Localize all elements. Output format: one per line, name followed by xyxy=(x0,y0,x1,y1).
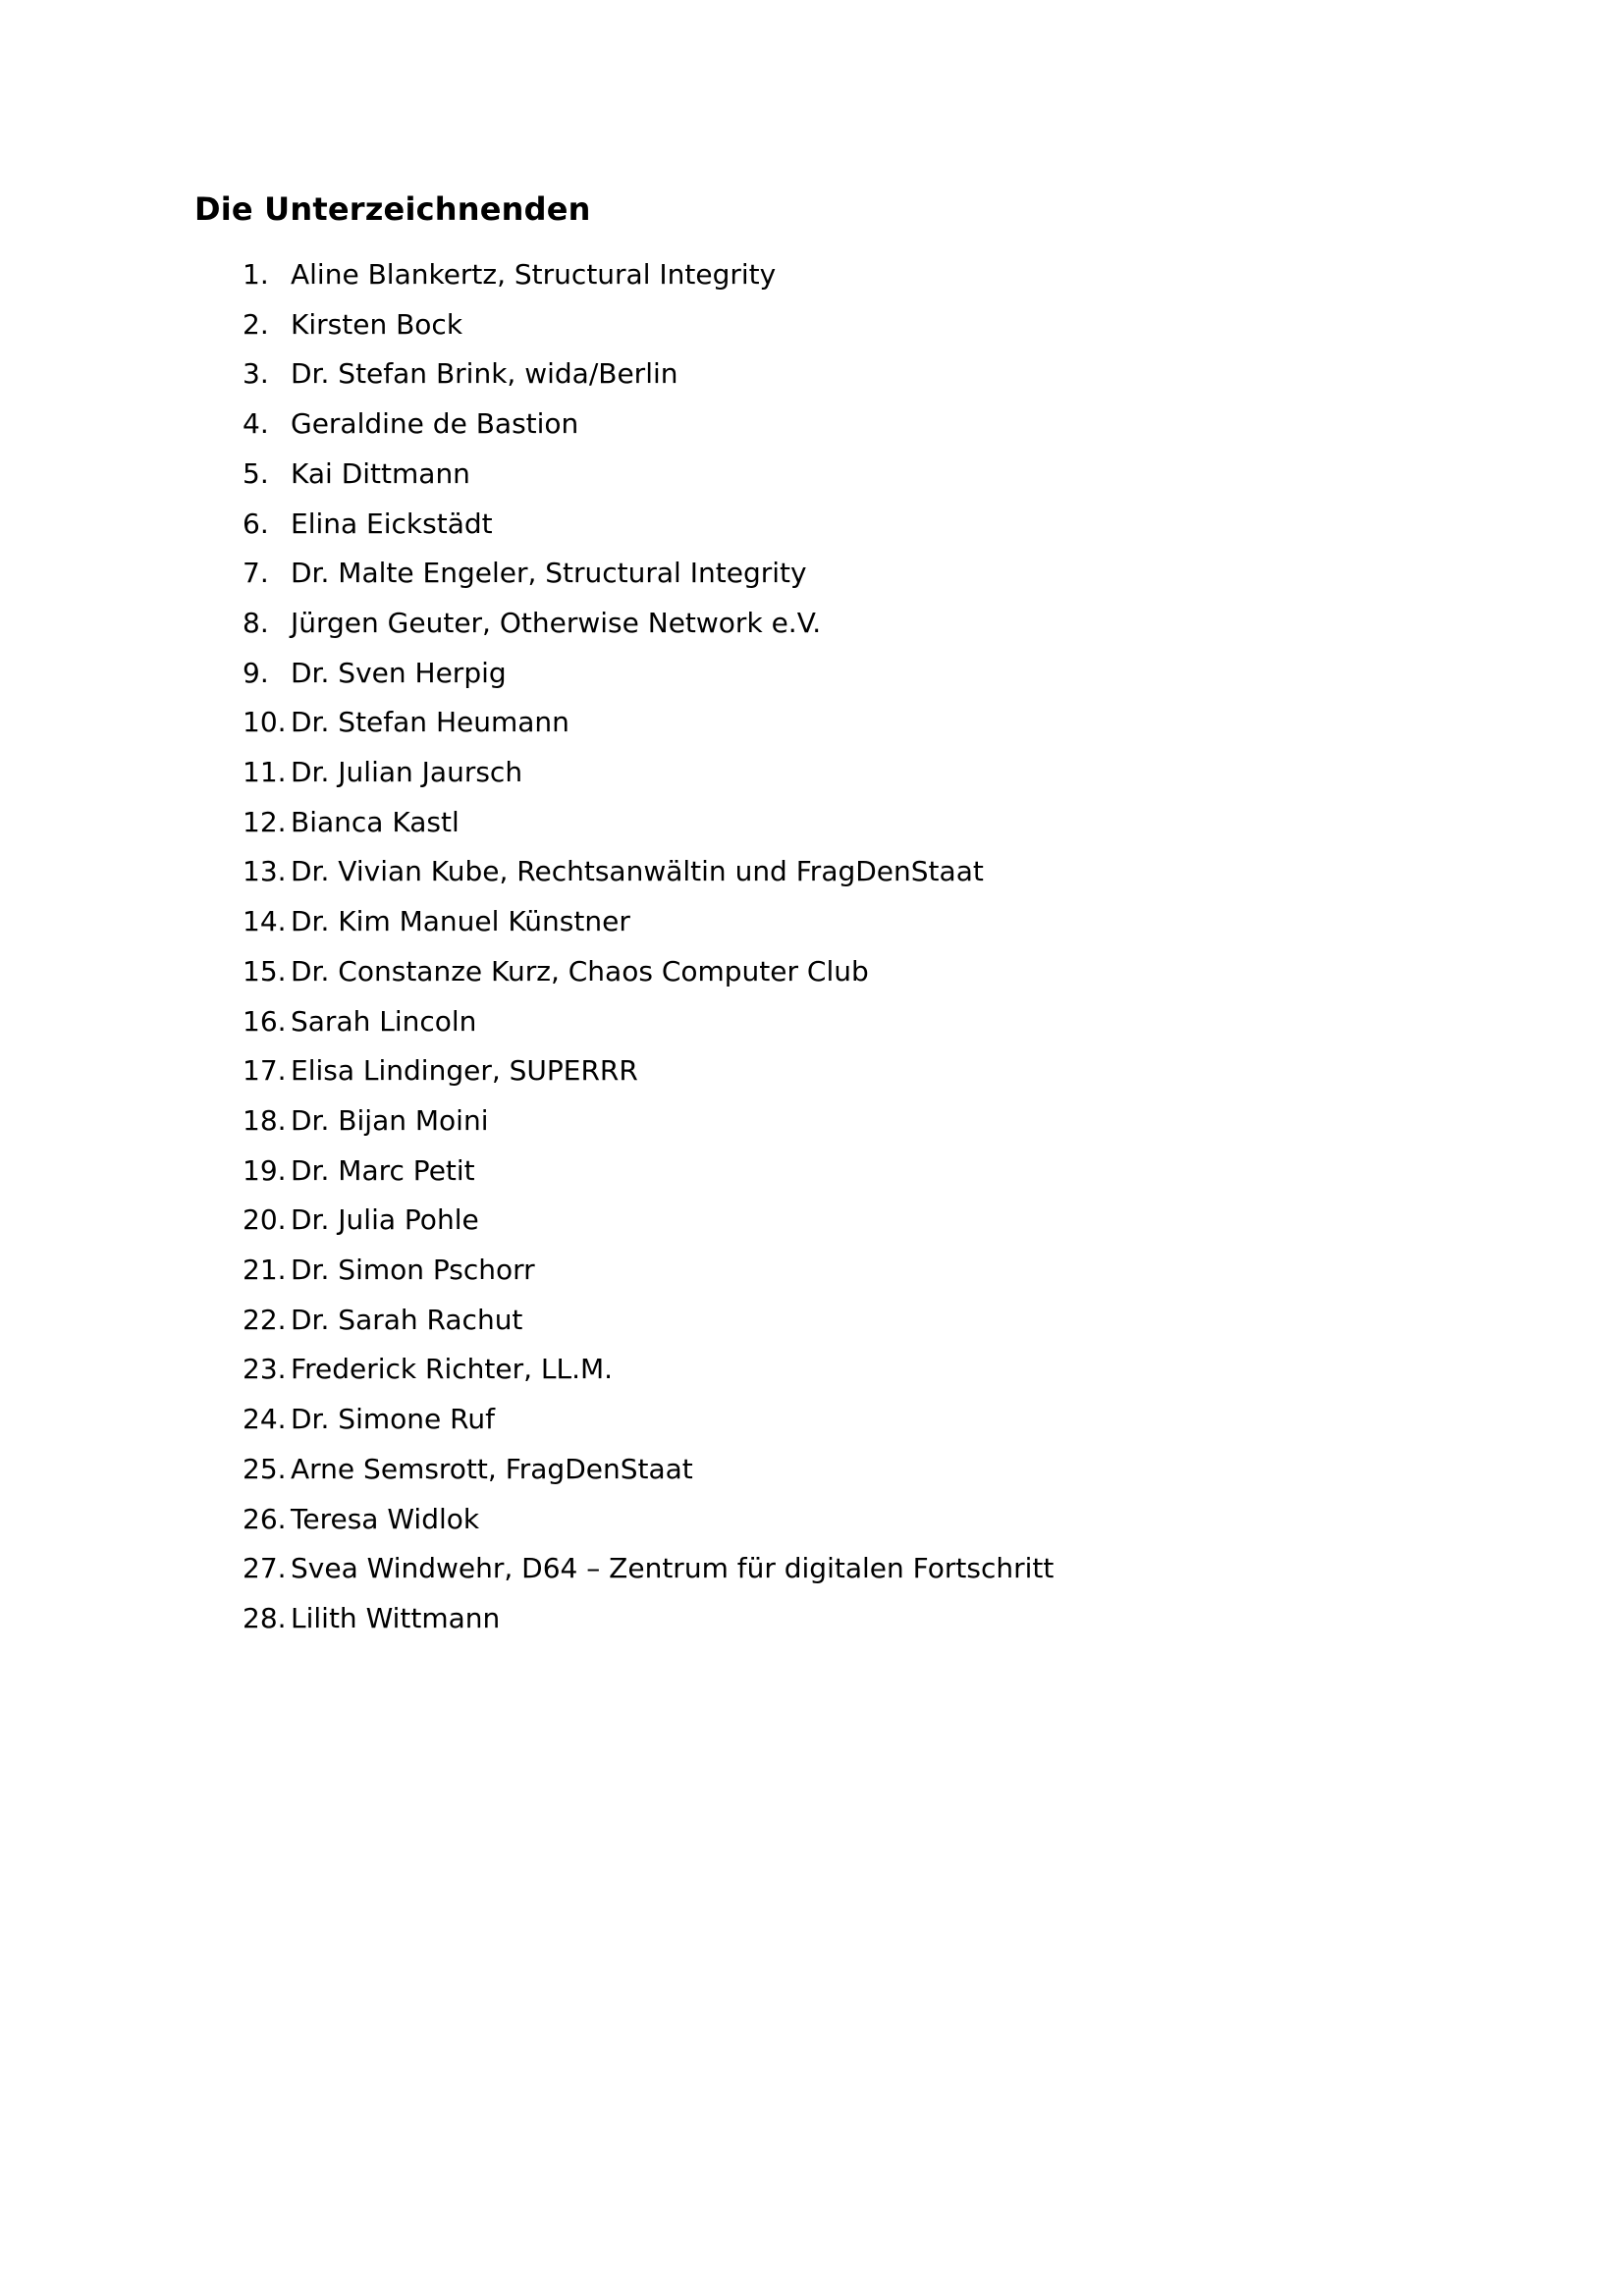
list-item xyxy=(243,250,1421,300)
list-item xyxy=(243,500,1421,550)
list-item xyxy=(243,1296,1421,1346)
list-item-number: 23. xyxy=(243,1353,287,1386)
list-item xyxy=(243,698,1421,748)
list-item-number: 22. xyxy=(243,1303,287,1336)
list-item-number: 6. xyxy=(243,507,269,540)
list-item xyxy=(243,300,1421,350)
list-item-number: 15. xyxy=(243,954,287,988)
list-item xyxy=(243,649,1421,699)
list-item xyxy=(243,798,1421,848)
list-item xyxy=(243,1594,1421,1644)
list-item xyxy=(243,599,1421,649)
list-item-number: 9. xyxy=(243,656,269,689)
list-item-number: 8. xyxy=(243,606,269,639)
list-item-text: Jürgen Geuter, Otherwise Network e.V. xyxy=(291,606,822,639)
list-item-number: 16. xyxy=(243,1004,287,1038)
page-title: Die Unterzeichnenden xyxy=(194,190,591,228)
list-item-text: Kai Dittmann xyxy=(291,456,470,490)
list-item-number: 19. xyxy=(243,1153,287,1187)
list-item-text: Elina Eickstädt xyxy=(291,507,493,540)
list-item xyxy=(243,1445,1421,1495)
list-item-text: Dr. Kim Manuel Künstner xyxy=(291,905,630,938)
list-item-text: Dr. Bijan Moini xyxy=(291,1103,489,1137)
list-item xyxy=(243,349,1421,400)
list-item xyxy=(243,1395,1421,1445)
list-item-text: Dr. Stefan Brink, wida/Berlin xyxy=(291,357,678,391)
list-item xyxy=(243,450,1421,500)
list-item xyxy=(243,1495,1421,1545)
list-item-number: 25. xyxy=(243,1452,287,1485)
list-item-number: 4. xyxy=(243,407,269,441)
list-item-text: Svea Windwehr, D64 – Zentrum für digitalen Fortschritt xyxy=(291,1552,1055,1585)
list-item-number: 3. xyxy=(243,357,269,391)
list-item-text: Bianca Kastl xyxy=(291,805,460,838)
list-item-number: 12. xyxy=(243,805,287,838)
list-item-text: Lilith Wittmann xyxy=(291,1601,501,1634)
list-item-text: Dr. Constanze Kurz, Chaos Computer Club xyxy=(291,954,869,988)
list-item xyxy=(243,897,1421,947)
list-item-text: Dr. Julian Jaursch xyxy=(291,756,523,789)
list-item-number: 20. xyxy=(243,1203,287,1237)
list-item-number: 1. xyxy=(243,258,269,291)
list-item-text: Geraldine de Bastion xyxy=(291,407,579,441)
list-item-number: 17. xyxy=(243,1054,287,1088)
list-item-number: 24. xyxy=(243,1403,287,1436)
list-item xyxy=(243,1246,1421,1296)
list-item-number: 13. xyxy=(243,855,287,888)
list-item xyxy=(243,549,1421,599)
list-item xyxy=(243,1196,1421,1246)
list-item xyxy=(243,1046,1421,1096)
list-item-text: Teresa Widlok xyxy=(291,1502,480,1535)
list-item xyxy=(243,400,1421,450)
list-item-number: 5. xyxy=(243,456,269,490)
list-item xyxy=(243,1345,1421,1395)
list-item xyxy=(243,1544,1421,1594)
list-item-number: 7. xyxy=(243,557,269,590)
list-item-text: Sarah Lincoln xyxy=(291,1004,477,1038)
list-item-number: 18. xyxy=(243,1103,287,1137)
list-item-text: Dr. Simon Pschorr xyxy=(291,1254,535,1287)
list-item-text: Dr. Stefan Heumann xyxy=(291,706,569,739)
list-item-text: Dr. Vivian Kube, Rechtsanwältin und FragDenStaat xyxy=(291,855,984,888)
list-item-text: Aline Blankertz, Structural Integrity xyxy=(291,258,777,291)
list-item-number: 11. xyxy=(243,756,287,789)
list-item-text: Arne Semsrott, FragDenStaat xyxy=(291,1452,693,1485)
list-item-number: 14. xyxy=(243,905,287,938)
list-item xyxy=(243,748,1421,798)
signatories-list xyxy=(243,250,1421,1644)
list-item-number: 2. xyxy=(243,307,269,341)
list-item-number: 26. xyxy=(243,1502,287,1535)
list-item-text: Dr. Simone Ruf xyxy=(291,1403,495,1436)
list-item-text: Dr. Sven Herpig xyxy=(291,656,507,689)
list-item xyxy=(243,847,1421,897)
list-item-text: Dr. Malte Engeler, Structural Integrity xyxy=(291,557,807,590)
list-item-text: Dr. Julia Pohle xyxy=(291,1203,479,1237)
list-item-number: 27. xyxy=(243,1552,287,1585)
list-item xyxy=(243,997,1421,1047)
list-item xyxy=(243,1096,1421,1147)
list-item xyxy=(243,947,1421,997)
list-item-text: Elisa Lindinger, SUPERRR xyxy=(291,1054,638,1088)
list-item-text: Kirsten Bock xyxy=(291,307,463,341)
list-item-text: Frederick Richter, LL.M. xyxy=(291,1353,614,1386)
list-item-number: 10. xyxy=(243,706,287,739)
list-item-text: Dr. Sarah Rachut xyxy=(291,1303,523,1336)
list-item-number: 21. xyxy=(243,1254,287,1287)
list-item xyxy=(243,1147,1421,1197)
list-item-number: 28. xyxy=(243,1601,287,1634)
list-item-text: Dr. Marc Petit xyxy=(291,1153,475,1187)
